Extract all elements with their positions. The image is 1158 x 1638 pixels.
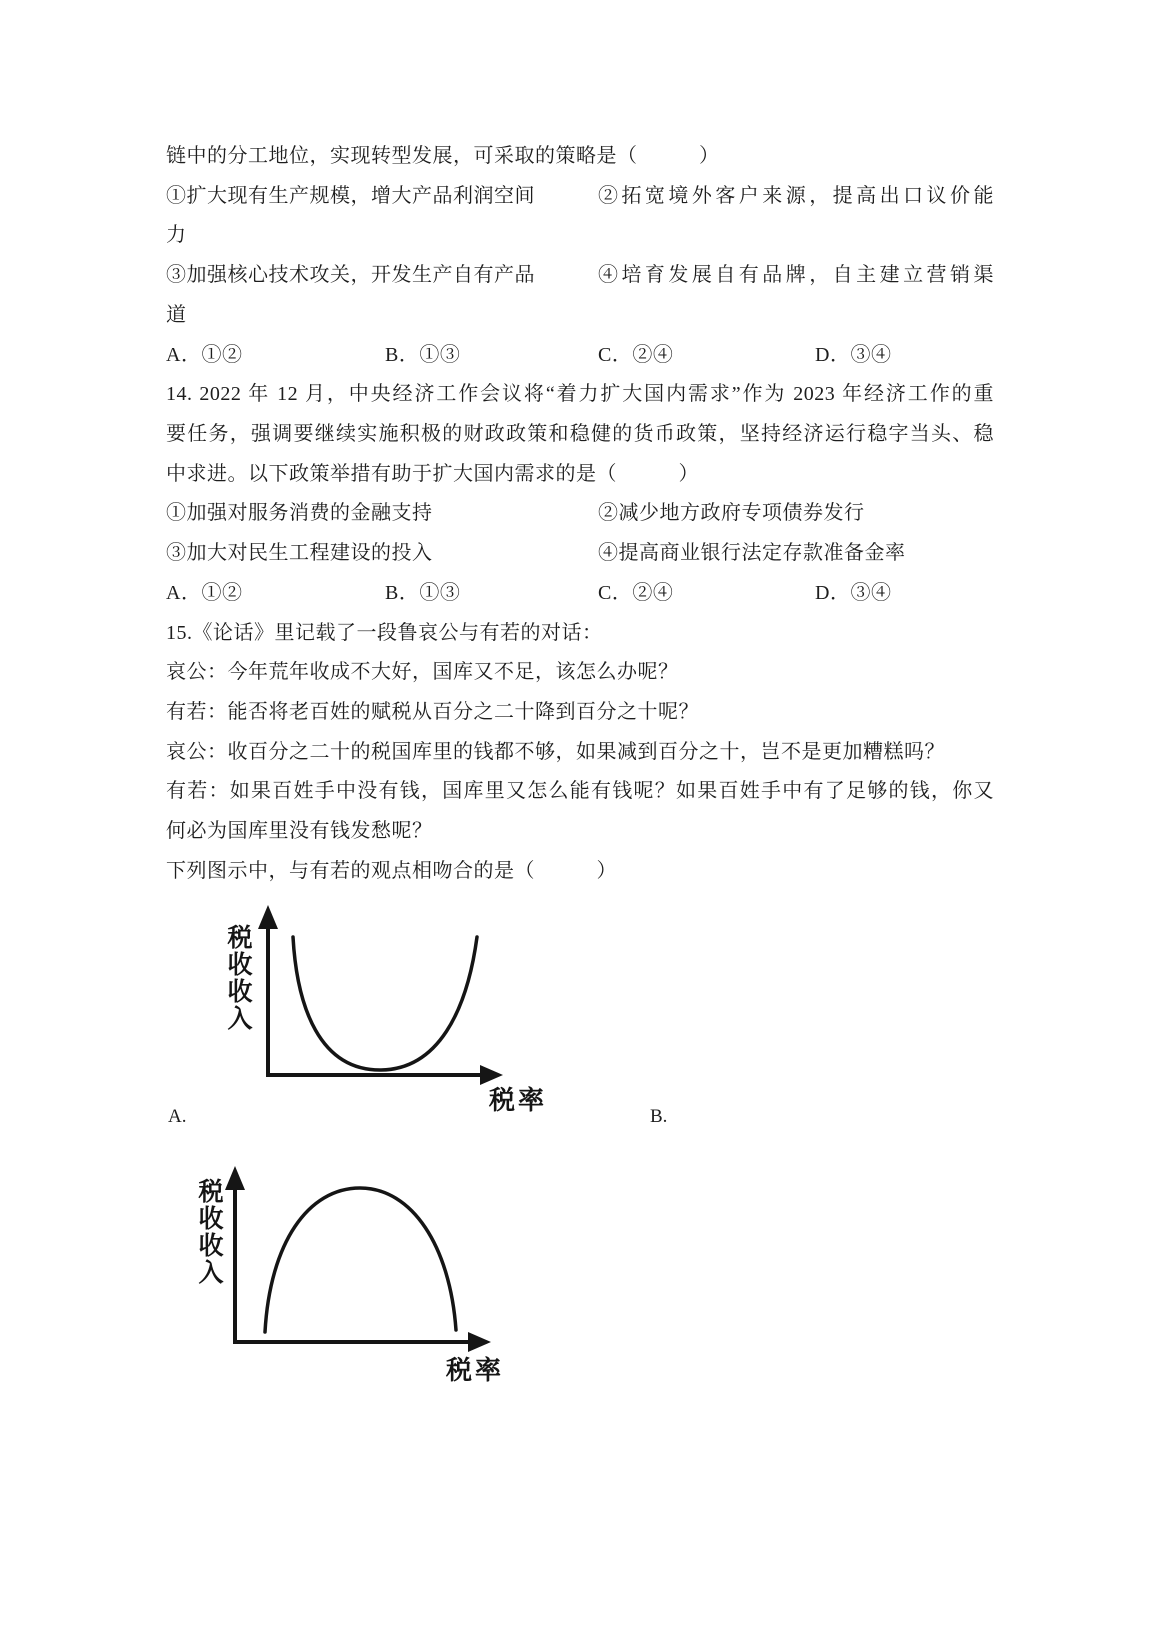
figure-b-option-label: B. bbox=[650, 1106, 668, 1127]
q13-option-3: ③加强核心技术攻关，开发生产自有产品 bbox=[166, 264, 535, 286]
q13-option-4-wrap: 道 bbox=[166, 304, 187, 326]
q14-stem-line-2: 要任务，强调要继续实施积极的财政政策和稳健的货币政策，坚持经济运行稳字当头、稳 bbox=[166, 423, 994, 445]
figure-a-y-arrow-icon bbox=[258, 905, 278, 929]
q14-stem-line-3: 中求进。以下政策举措有助于扩大国内需求的是（ ） bbox=[166, 463, 699, 485]
q14-option-3: ③加大对民生工程建设的投入 bbox=[166, 542, 433, 564]
q15-dialog-4: 有若：如果百姓手中没有钱，国库里又怎么能有钱呢？如果百姓手中有了足够的钱，你又 bbox=[166, 780, 994, 802]
q13-stem-line: 链中的分工地位，实现转型发展，可采取的策略是（ ） bbox=[166, 145, 720, 167]
figure-b-laffer-curve bbox=[265, 1188, 456, 1332]
q13-option-2-wrap: 力 bbox=[166, 224, 187, 246]
q14-options-3-4 bbox=[166, 538, 994, 568]
q14-options-1-2 bbox=[166, 498, 994, 528]
figure-b-x-arrow-icon bbox=[468, 1332, 491, 1352]
q15-dialog-2: 有若：能否将老百姓的赋税从百分之二十降到百分之十呢？ bbox=[166, 701, 699, 723]
q13-options-3-4 bbox=[166, 260, 994, 290]
q14-option-4: ④提高商业银行法定存款准备金率 bbox=[598, 542, 906, 564]
figure-b-y-axis-label: 税收收入 bbox=[195, 1178, 222, 1286]
q14-choice-d: D．③④ bbox=[815, 582, 892, 604]
figure-a-y-axis-label: 税收收入 bbox=[224, 924, 251, 1032]
q15-question-line: 下列图示中，与有若的观点相吻合的是（ ） bbox=[166, 860, 617, 882]
q13-choice-c: C．②④ bbox=[598, 344, 674, 366]
figure-a-u-curve bbox=[293, 937, 477, 1070]
q13-answer-row bbox=[166, 340, 994, 370]
q13-choice-a: A．①② bbox=[166, 344, 243, 366]
figure-b-x-axis-label: 税率 bbox=[446, 1356, 505, 1385]
q14-stem-line-1: 14. 2022 年 12 月，中央经济工作会议将“着力扩大国内需求”作为 2023 年经济工作的重 bbox=[166, 383, 994, 405]
q14-option-1: ①加强对服务消费的金融支持 bbox=[166, 502, 433, 524]
q13-options-1-2 bbox=[166, 181, 994, 211]
q13-option-4: ④培育发展自有品牌，自主建立营销渠 bbox=[598, 264, 994, 286]
q14-choice-c: C．②④ bbox=[598, 582, 674, 604]
figure-a-option-label: A. bbox=[168, 1106, 187, 1127]
q13-choice-d: D．③④ bbox=[815, 344, 892, 366]
q15-stem-line: 15.《论话》里记载了一段鲁哀公与有若的对话： bbox=[166, 622, 603, 644]
figure-b-y-arrow-icon bbox=[225, 1166, 245, 1190]
q14-choice-a: A．①② bbox=[166, 582, 243, 604]
q13-choice-b: B．①③ bbox=[385, 344, 461, 366]
q13-option-2: ②拓宽境外客户来源，提高出口议价能 bbox=[598, 185, 994, 207]
q15-dialog-3: 哀公：收百分之二十的税国库里的钱都不够，如果减到百分之十，岂不是更加糟糕吗？ bbox=[166, 741, 945, 763]
figure-a-x-axis-label: 税率 bbox=[489, 1086, 548, 1115]
q15-dialog-1: 哀公：今年荒年收成不大好，国库又不足，该怎么办呢？ bbox=[166, 661, 679, 683]
q14-answer-row bbox=[166, 578, 994, 608]
q13-option-1: ①扩大现有生产规模，增大产品利润空间 bbox=[166, 185, 535, 207]
q15-dialog-4-wrap: 何必为国库里没有钱发愁呢？ bbox=[166, 820, 433, 842]
q14-choice-b: B．①③ bbox=[385, 582, 461, 604]
q14-option-2: ②减少地方政府专项债券发行 bbox=[598, 502, 865, 524]
